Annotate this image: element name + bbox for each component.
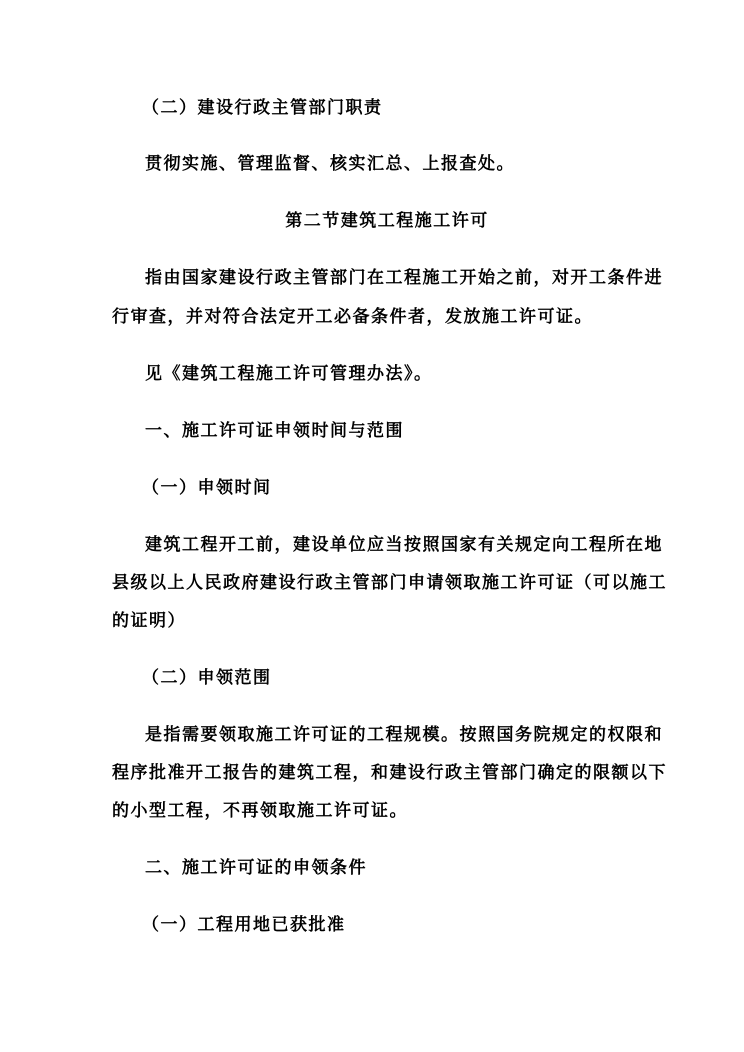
heading-line: 二、施工许可证的申领条件 — [145, 858, 367, 878]
paragraph-line: 的小型工程，不再领取施工许可证。 — [112, 801, 408, 821]
paragraph-line: 是指需要领取施工许可证的工程规模。按照国务院规定的权限和 — [145, 725, 663, 745]
paragraph-line: 程序批准开工报告的建筑工程，和建设行政主管部门确定的限额以下 — [112, 763, 667, 783]
paragraph-line: 县级以上人民政府建设行政主管部门申请领取施工许可证（可以施工 — [112, 573, 667, 593]
subheading-line: （二）申领范围 — [142, 668, 272, 688]
subheading-line: （二）建设行政主管部门职责 — [142, 98, 383, 118]
paragraph-line: 见《建筑工程施工许可管理办法》。 — [145, 364, 433, 384]
subheading-line: （一）工程用地已获批准 — [142, 915, 346, 935]
paragraph-line: 贯彻实施、管理监督、核实汇总、上报查处。 — [145, 154, 515, 174]
heading-line: 一、施工许可证申领时间与范围 — [145, 421, 404, 441]
paragraph-line: 指由国家建设行政主管部门在工程施工开始之前，对开工条件进 — [145, 268, 663, 288]
subheading-line: （一）申领时间 — [142, 478, 272, 498]
paragraph-line: 行审查，并对符合法定开工必备条件者，发放施工许可证。 — [112, 307, 593, 327]
paragraph-line: 建筑工程开工前，建设单位应当按照国家有关规定向工程所在地 — [145, 535, 663, 555]
section-title: 第二节建筑工程施工许可 — [285, 211, 489, 231]
paragraph-line: 的证明） — [112, 611, 186, 631]
